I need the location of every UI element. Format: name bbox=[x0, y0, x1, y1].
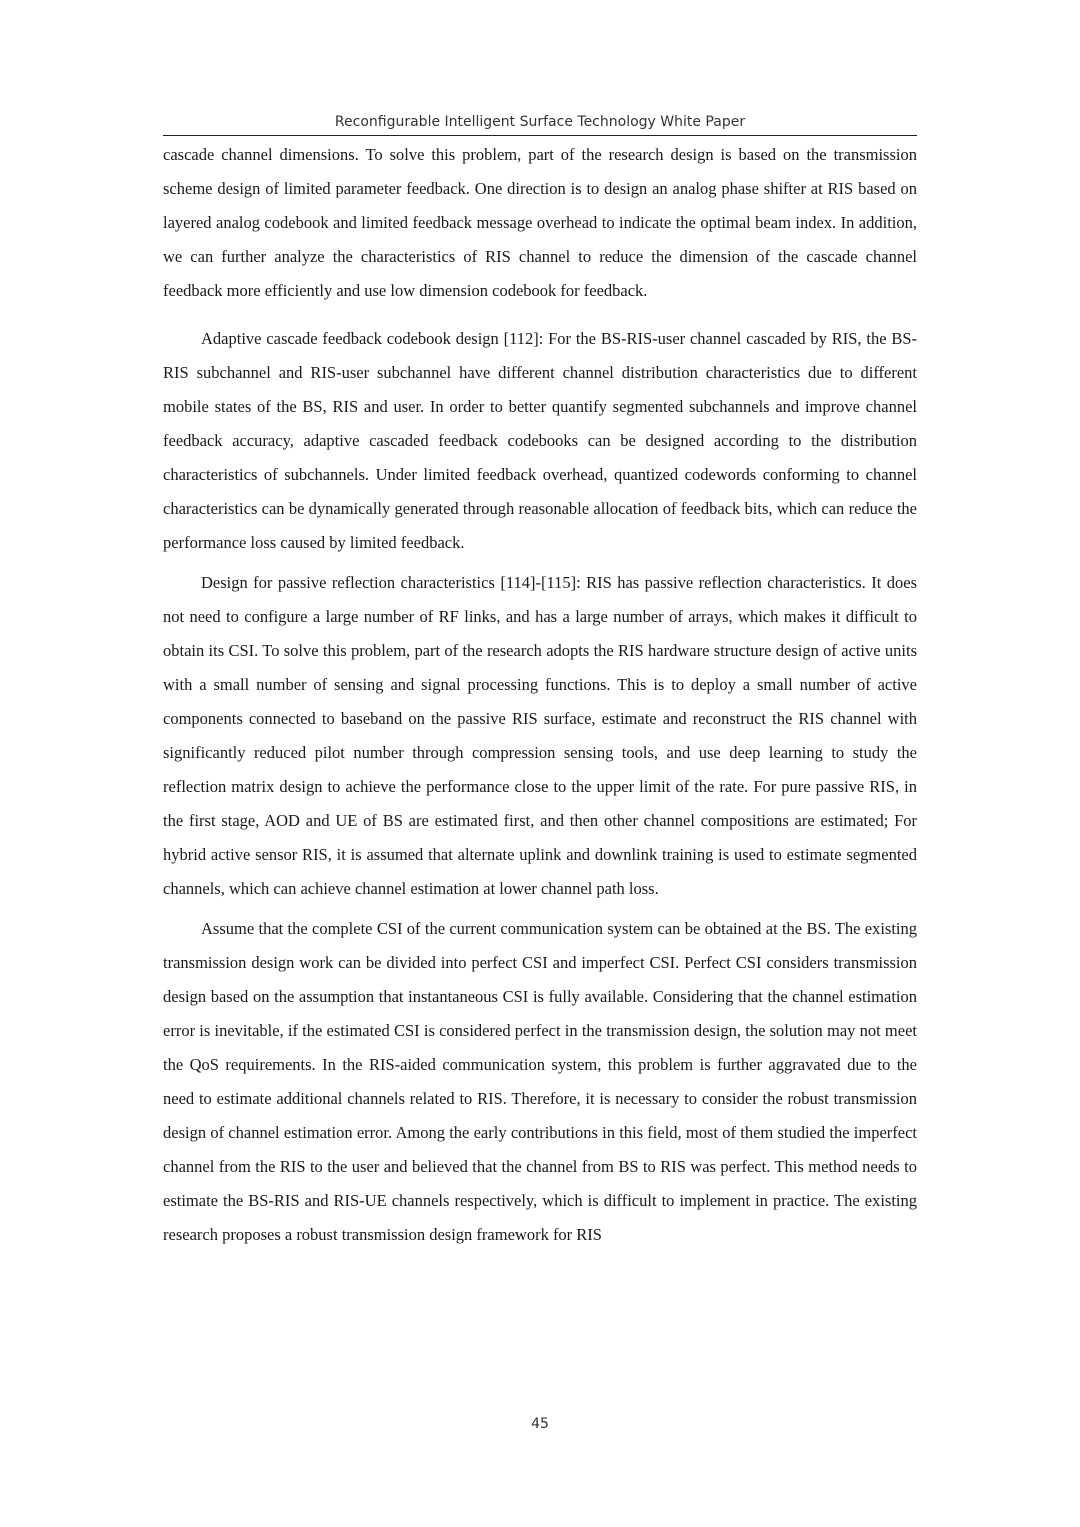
running-header: Reconfigurable Intelligent Surface Technology White Paper bbox=[334, 114, 746, 130]
paragraph-robust-transmission: Assume that the complete CSI of the current communication system can be obtained at the BS. The existing transmission design work can be divided into perfect CSI and imperfect CSI. Perfect CSI considers transmission design based on the assumption that instantaneous CSI is fully available. Considering that the channel estimation error is inevitable, if the estimated CSI is considered perfect in the transmission design, the solution may not meet the QoS requirements. In the RIS-aided communication system, this problem is further aggravated due to the need to estimate additional channels related to RIS. Therefore, it is necessary to consider the robust transmission design of channel estimation error. Among the early contributions in this field, most of them studied the imperfect channel from the RIS to the user and believed that the channel from BS to RIS was perfect. This method needs to estimate the BS-RIS and RIS-UE channels respectively, which is difficult to implement in practice. The existing research proposes a robust transmission design framework for RIS bbox=[163, 919, 917, 1244]
header-rule bbox=[163, 135, 917, 136]
page-number: 45 bbox=[531, 1416, 549, 1432]
page-body bbox=[163, 138, 917, 1252]
paragraph-passive-reflection: Design for passive reflection characteristics [114]-[115]: RIS has passive reflection characteristics. It does not need to configure a large number of RF links, and has a large number of arrays, which makes it difficult to obtain its CSI. To solve this problem, part of the research adopts the RIS hardware structure design of active units with a small number of sensing and signal processing functions. This is to deploy a small number of active components connected to baseband on the passive RIS surface, estimate and reconstruct the RIS channel with significantly reduced pilot number through compression sensing tools, and use deep learning to study the reflection matrix design to achieve the performance close to the upper limit of the rate. For pure passive RIS, in the first stage, AOD and UE of BS are estimated first, and then other channel compositions are estimated; For hybrid active sensor RIS, it is assumed that alternate uplink and downlink training is used to estimate segmented channels, which can achieve channel estimation at lower channel path loss. bbox=[163, 573, 917, 898]
paragraph-continued: cascade channel dimensions. To solve this problem, part of the research design is based on the transmission scheme design of limited parameter feedback. One direction is to design an analog phase shifter at RIS based on layered analog codebook and limited feedback message overhead to indicate the optimal beam index. In addition, we can further analyze the characteristics of RIS channel to reduce the dimension of the cascade channel feedback more efficiently and use low dimension codebook for feedback. bbox=[163, 145, 917, 300]
paragraph-adaptive-feedback: Adaptive cascade feedback codebook design [112]: For the BS-RIS-user channel cascaded by RIS, the BS-RIS subchannel and RIS-user subchannel have different channel distribution characteristics due to different mobile states of the BS, RIS and user. In order to better quantify segmented subchannels and improve channel feedback accuracy, adaptive cascaded feedback codebooks can be designed according to the distribution characteristics of subchannels. Under limited feedback overhead, quantized codewords conforming to channel characteristics can be dynamically generated through reasonable allocation of feedback bits, which can reduce the performance loss caused by limited feedback. bbox=[163, 329, 917, 552]
